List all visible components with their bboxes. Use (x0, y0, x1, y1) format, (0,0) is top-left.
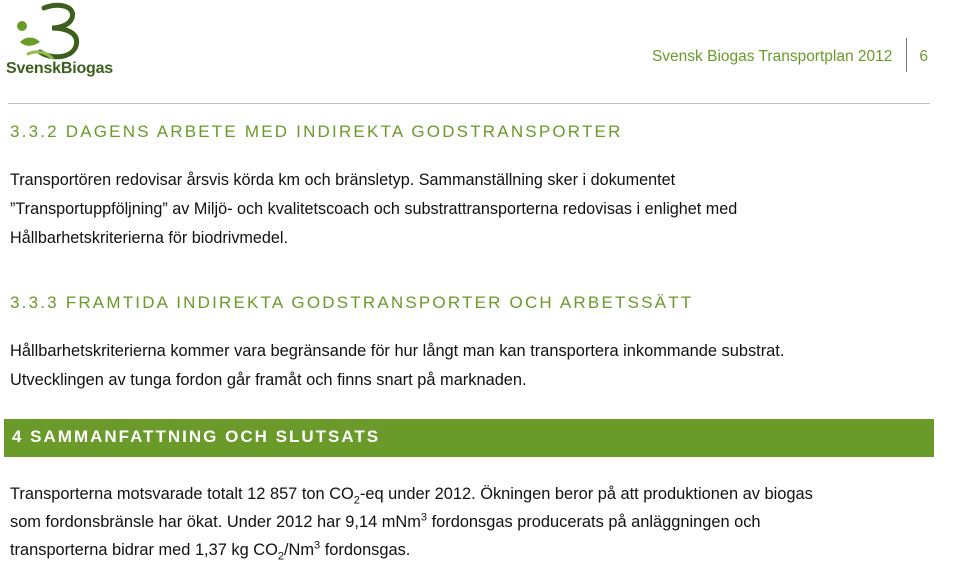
section-heading-3-3-2: 3.3.2 DAGENS ARBETE MED INDIREKTA GODSTRANSPORTER (10, 122, 623, 141)
svensk-biogas-logo (6, 2, 116, 80)
paragraph-summary (10, 480, 930, 564)
logo-mark-icon (6, 2, 116, 62)
text-run: -eq under 2012. Ökningen beror på att produktionen av biogas (359, 485, 813, 503)
text-run: som fordonsbränsle har ökat. Under 2012 har 9,14 mNm (10, 513, 421, 531)
paragraph-line: Utvecklingen av tunga fordon går framåt och finns snart på marknaden. (10, 371, 527, 389)
logo-wordmark: SvenskBiogas (6, 60, 113, 77)
text-run: /Nm (283, 541, 315, 559)
paragraph-line (10, 480, 930, 508)
running-header (652, 40, 928, 74)
paragraph-transport-reporting (10, 166, 930, 253)
text-run: Transporterna motsvarade totalt 12 857 ton CO (10, 485, 354, 503)
paragraph-line (10, 536, 930, 564)
text-run: transporterna bidrar med 1,37 kg CO (10, 541, 278, 559)
paragraph-line: Transportören redovisar årsvis körda km och bränsletyp. Sammanställning sker i dokumentet (10, 171, 676, 189)
paragraph-line: Hållbarhetskriterierna kommer vara begränsande för hur långt man kan transportera inkommande substrat. (10, 342, 785, 360)
superscript: 3 (314, 539, 321, 552)
section-heading-3-3-3: 3.3.3 FRAMTIDA INDIREKTA GODSTRANSPORTER OCH ARBETSSÄTT (10, 293, 694, 312)
header-separator (906, 38, 907, 72)
document-title: Svensk Biogas Transportplan 2012 (651, 48, 893, 66)
paragraph-line: ”Transportuppföljning” av Miljö- och kvalitetscoach och substrattransporterna redovisas i enlighet med (10, 200, 738, 218)
text-run: fordonsgas. (320, 541, 411, 559)
superscript: 3 (420, 511, 428, 524)
text-run: fordonsgas producerats på anläggningen och (427, 513, 761, 531)
page-number: 6 (919, 48, 928, 66)
paragraph-line (10, 508, 930, 536)
paragraph-line: Hållbarhetskriterierna för biodrivmedel. (10, 229, 289, 247)
header-divider (8, 103, 930, 104)
subscript: 2 (353, 494, 360, 507)
section-heading-4: 4 SAMMANFATTNING OCH SLUTSATS (12, 427, 381, 446)
paragraph-future-transports (10, 337, 930, 395)
section-heading-4-band (4, 419, 934, 457)
subscript: 2 (277, 550, 284, 563)
